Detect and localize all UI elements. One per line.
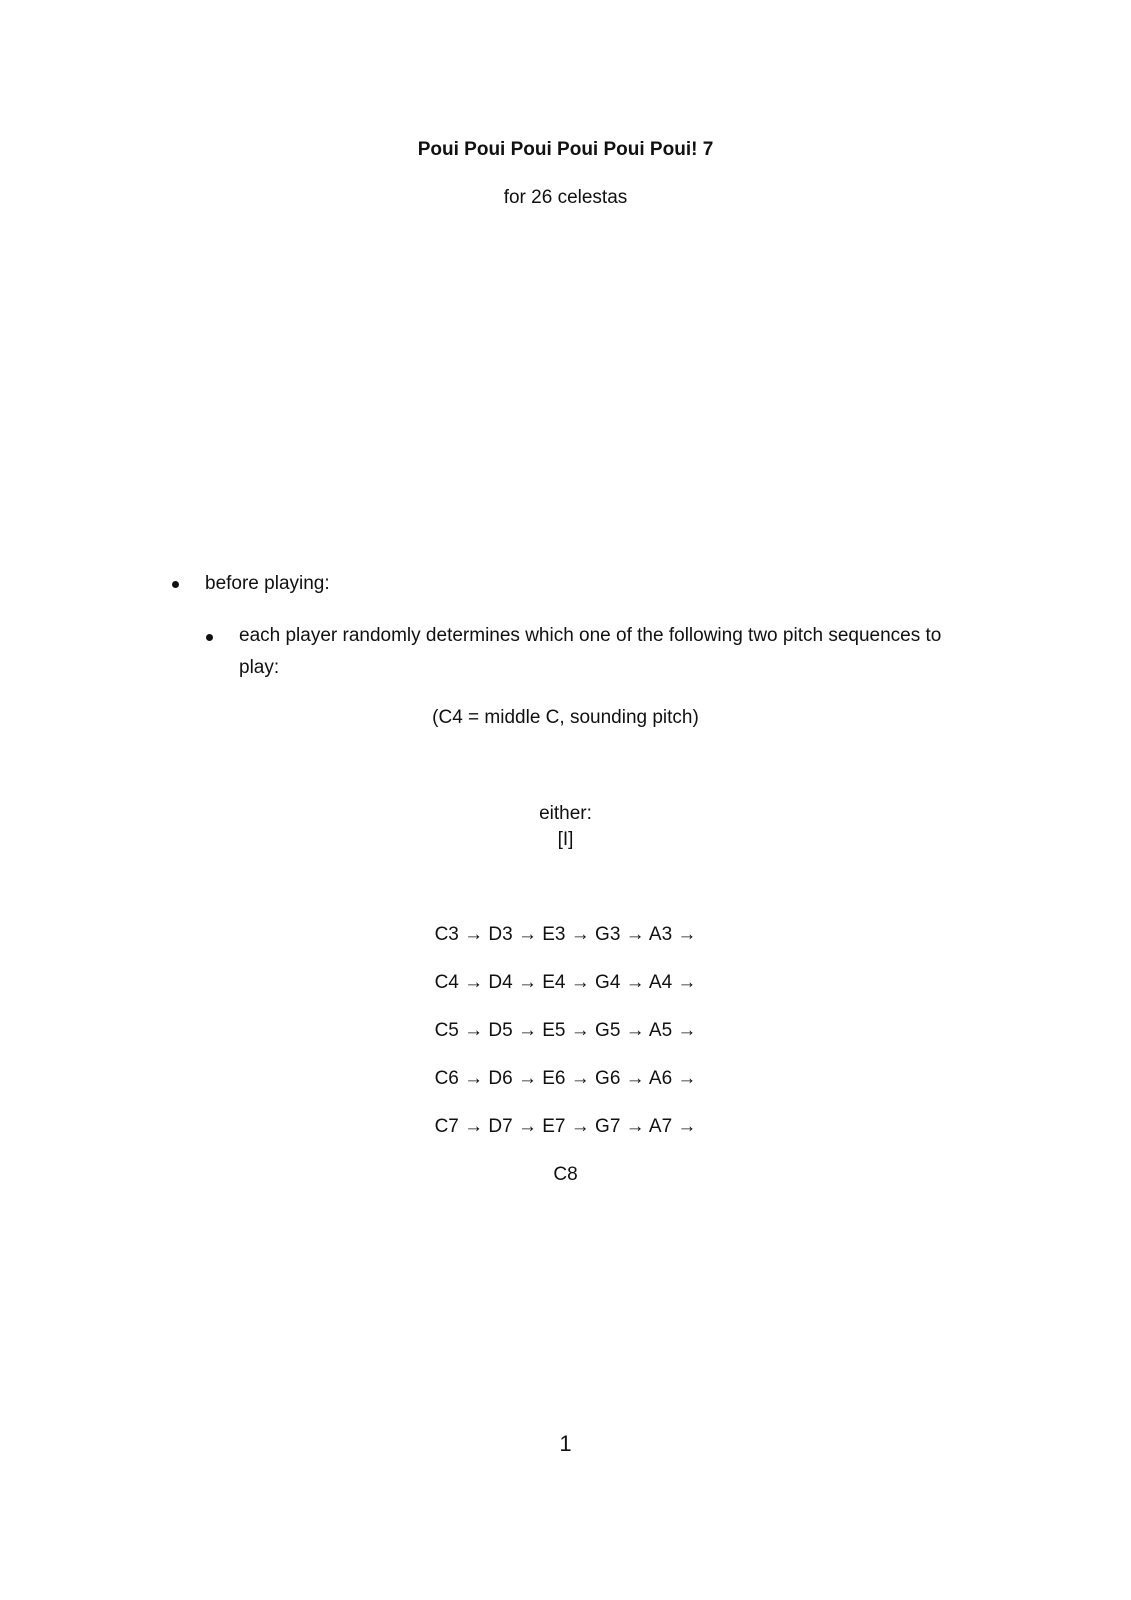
sequence-line: C3 → D3 → E3 → G3 → A3 →	[434, 924, 697, 945]
page-number: 1	[559, 1431, 572, 1456]
sequence-label: [I]	[557, 829, 574, 850]
sequence-line: C5 → D5 → E5 → G5 → A5 →	[434, 1020, 697, 1041]
document-subtitle: for 26 celestas	[503, 187, 628, 208]
sequence-line: C4 → D4 → E4 → G4 → A4 →	[434, 972, 697, 993]
document-title: Poui Poui Poui Poui Poui Poui! 7	[417, 139, 714, 160]
sub-bullet-instruction: each player randomly determines which one of the following two pitch sequences to play:	[239, 625, 942, 678]
either-label: either:	[539, 803, 592, 824]
pitch-note: (C4 = middle C, sounding pitch)	[432, 707, 699, 728]
bullet-before-playing: before playing:	[205, 573, 330, 594]
sequence-line: C7 → D7 → E7 → G7 → A7 →	[434, 1116, 697, 1137]
sequence-line: C6 → D6 → E6 → G6 → A6 →	[434, 1068, 697, 1089]
bullet-icon	[206, 634, 213, 641]
sequence-final: C8	[553, 1164, 578, 1185]
bullet-icon	[172, 581, 179, 588]
